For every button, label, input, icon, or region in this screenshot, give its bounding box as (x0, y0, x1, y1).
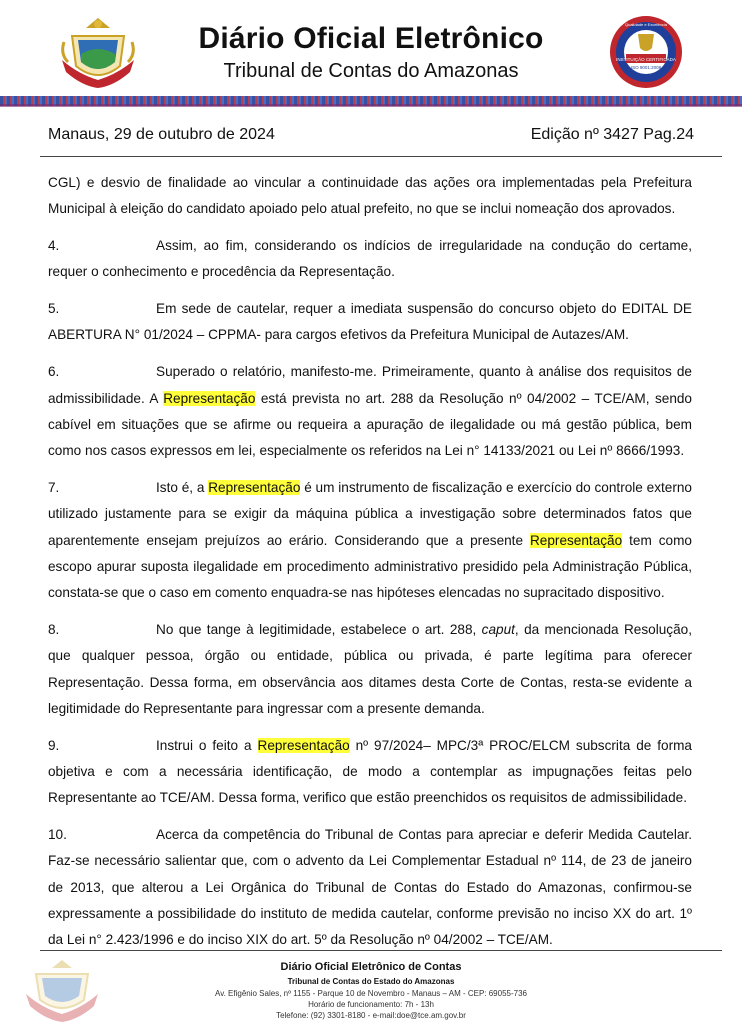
paragraph-text: tem como escopo apurar suposta ilegalidade em procedimento administrativo presidido pela Administração Pública, constata-se que o caso em comento enquadra-se nas hipóteses elencadas no supracitado dispositivo. (48, 532, 692, 601)
paragraph-text: é um instrumento de fiscalização e exercício do controle externo utilizado justamente para se exigir da máquina pública a investigação sobre determinados fatos que aparentemente ensejam prejuízos ao erário. Considerando que a presente (48, 479, 692, 548)
highlighted-term: Representação (529, 532, 623, 548)
highlighted-term: Representação (257, 737, 350, 753)
paragraph-5 (48, 296, 692, 349)
paragraph-text: No que tange à legitimidade, estabelece o art. 288, (156, 621, 482, 637)
footer-institution: Tribunal de Contas do Estado do Amazonas (287, 977, 455, 986)
paragraph-number: 5. (48, 301, 60, 317)
paragraph-text: está prevista no art. 288 da Resolução nº 04/2002 – TCE/AM, sendo cabível em situações que se afirme ou requeira a apuração de ilegalidade ou má gestão pública, bem como nos casos expressos em lei, especialmente os referidos na Lei n° 14133/2021 ou Lei nº 8666/1993. (48, 390, 692, 459)
page-subtitle: Tribunal de Contas do Amazonas (223, 60, 519, 82)
paragraph-text: , da mencionada Resolução, que qualquer pessoa, órgão ou entidade, pública ou privada, é parte legítima para oferecer Representação. Dessa forma, em observância aos ditames desta Corte de Contas, resta-se evidente a legitimidade do Representante para ingressar com a presente demanda. (48, 621, 692, 716)
paragraph-number: 10. (48, 827, 67, 843)
highlighted-term: Representação (163, 390, 256, 406)
paragraph-number: 6. (48, 364, 60, 380)
footer-hours: Horário de funcionamento: 7h - 13h (308, 1000, 434, 1009)
paragraph-text: Assim, ao fim, considerando os indícios de irregularidade na condução do certame, requer o conhecimento e procedência da Representação. (48, 238, 692, 280)
paragraph-number: 7. (48, 479, 60, 495)
page-title: Diário Oficial Eletrônico (198, 22, 544, 55)
paragraph-number: 8. (48, 621, 60, 637)
paragraph-text: Instrui o feito a (156, 737, 258, 753)
header-divider (40, 156, 722, 157)
paragraph-text: Superado o relatório, manifesto-me. Primeiramente, quanto à análise dos requisitos de admissibilidade. A (48, 364, 692, 406)
page-footer (0, 958, 742, 1021)
paragraph-number: 9. (48, 737, 60, 753)
paragraph-9 (48, 733, 692, 812)
paragraph-text: Isto é, a (156, 479, 209, 495)
paragraph-8 (48, 617, 692, 722)
document-body (48, 170, 692, 964)
footer-divider (40, 950, 722, 951)
paragraph-continuation: CGL) e desvio de finalidade ao vincular a continuidade das ações ora implementadas pela Prefeitura Municipal à eleição do candidato apoiado pelo atual prefeito, no que se inclui nomeação dos aprovados. (48, 175, 692, 217)
page-header (0, 0, 742, 110)
footer-address: Av. Efigênio Sales, nº 1155 - Parque 10 de Novembro - Manaus – AM - CEP: 69055-736 (215, 989, 527, 998)
issue-date: Manaus, 29 de outubro de 2024 (48, 126, 275, 143)
italic-term: caput (481, 621, 515, 637)
footer-title: Diário Oficial Eletrônico de Contas (280, 961, 462, 973)
paragraph-7 (48, 475, 692, 606)
paragraph-number: 4. (48, 238, 60, 254)
edition-page: Edição nº 3427 Pag.24 (530, 126, 694, 143)
footer-contact: Telefone: (92) 3301-8180 - e-mail:doe@tce.am.gov.br (276, 1011, 466, 1020)
highlighted-term: Representação (208, 479, 301, 495)
paragraph-text: Em sede de cautelar, requer a imediata suspensão do concurso objeto do EDITAL DE ABERTURA N° 01/2024 – CPPMA- para cargos efetivos da Prefeitura Municipal de Autazes/AM. (48, 301, 692, 343)
paragraph-text: nº 97/2024– MPC/3ª PROC/ELCM subscrita de forma objetiva e com a necessária identificação, de modo a contemplar as impugnações feitas pelo Representante ao TCE/AM. Dessa forma, verifico que estão preenchidos os requisitos de admissibilidade. (48, 737, 692, 806)
paragraph-4 (48, 233, 692, 286)
seal-top-text: Qualidade e Excelência (624, 22, 668, 27)
paragraph-text: Acerca da competência do Tribunal de Contas para apreciar e deferir Medida Cautelar. Faz-se necessário salientar que, com o advento da Lei Complementar Estadual nº 114, de 23 de janeiro de 2013, que alterou a Lei Orgânica do Tribunal de Contas do Estado do Amazonas, confirmou-se expressamente a possibilidade do instituto de medida cautelar, conforme previsão no inciso XX do art. 1º da Lei n° 2.423/1996 e do inciso XIX do art. 5º da Resolução nº 04/2002 – TCE/AM. (48, 827, 692, 948)
header-band-shadow (0, 104, 742, 107)
seal-certified-text: INSTITUIÇÃO CERTIFICADA (616, 57, 676, 62)
paragraph-10 (48, 822, 692, 953)
seal-iso-text: ISO 9001:2008 (630, 65, 662, 70)
paragraph-6 (48, 359, 692, 464)
iso-certification-seal (608, 14, 684, 90)
